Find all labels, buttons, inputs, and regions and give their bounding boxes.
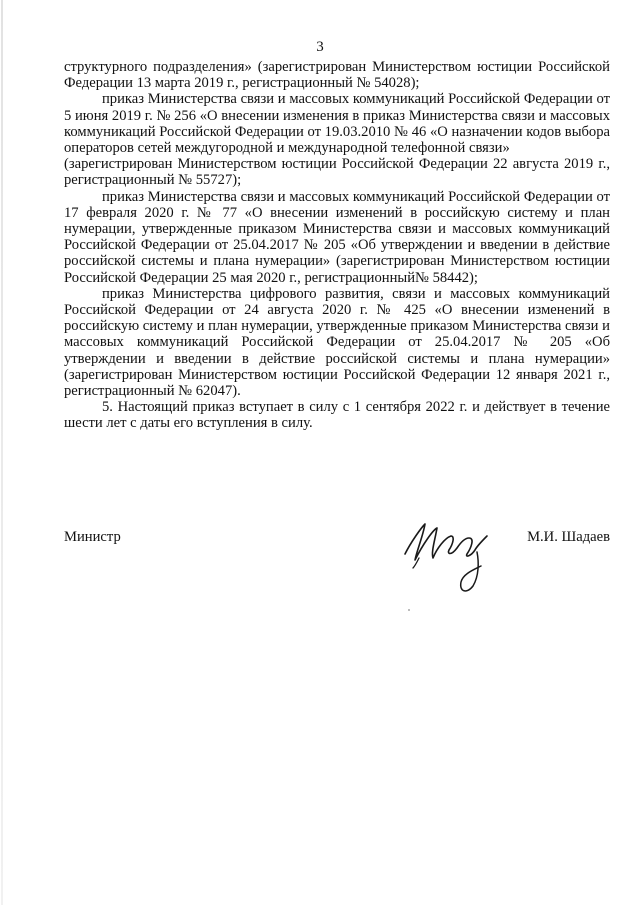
page-number: 3 [316,39,324,55]
paragraph-order-425: приказ Министерства цифрового развития, связи и массовых коммуникаций Российской Федерации от 24 августа 2020 г. № 425 «О внесении изменений в российскую систему и план нумерации, утвержденные приказом Министерства связи и массовых коммуникаций Российской Федерации от 25.04.2017 № 205 «Об утверждении и введении в действие российской системы и плана нумерации» (зарегистрирован Министерством юстиции Российской Федерации 12 января 2021 г., регистрационный № 62047). [64,285,610,400]
paragraph-registration-256: (зарегистрирован Министерством юстиции Российской Федерации 22 августа 2019 г., регистрационный № 55727); [64,156,610,189]
signer-position: Министр [64,529,121,545]
paragraph-order-256: приказ Министерства связи и массовых коммуникаций Российской Федерации от 5 июня 2019 г. № 256 «О внесении изменения в приказ Министерства связи и массовых коммуникаций Российской Федерации от 19.03.2010 № 46 «О назначении кодов выбора операторов сетей междугородной и международной телефонной связи» [64,91,610,157]
scan-speck [408,609,410,611]
paragraph-order-77: приказ Министерства связи и массовых коммуникаций Российской Федерации от 17 февраля 2020 г. № 77 «О внесении изменений в российскую систему и план нумерации, утвержденные приказом Министерства связи и массовых коммуникаций Российской Федерации от 25.04.2017 № 205 «Об утверждении и введении в действие российской системы и плана нумерации» (зарегистрирован Министерством юстиции Российской Федерации 25 мая 2020 г., регистрационный№ 58442); [64,188,610,286]
paragraph-continuation: структурного подразделения» (зарегистрирован Министерством юстиции Российской Федерации 13 марта 2019 г., регистрационный № 54028); [64,59,610,92]
paragraph-effective-date: 5. Настоящий приказ вступает в силу с 1 сентября 2022 г. и действует в течение шести лет с даты его вступления в силу. [64,399,610,432]
handwritten-signature [399,514,509,610]
signer-name: М.И. Шадаев [527,529,610,545]
signature-block [64,528,610,608]
document-body [64,59,610,432]
scan-edge-shadow [1,0,3,905]
